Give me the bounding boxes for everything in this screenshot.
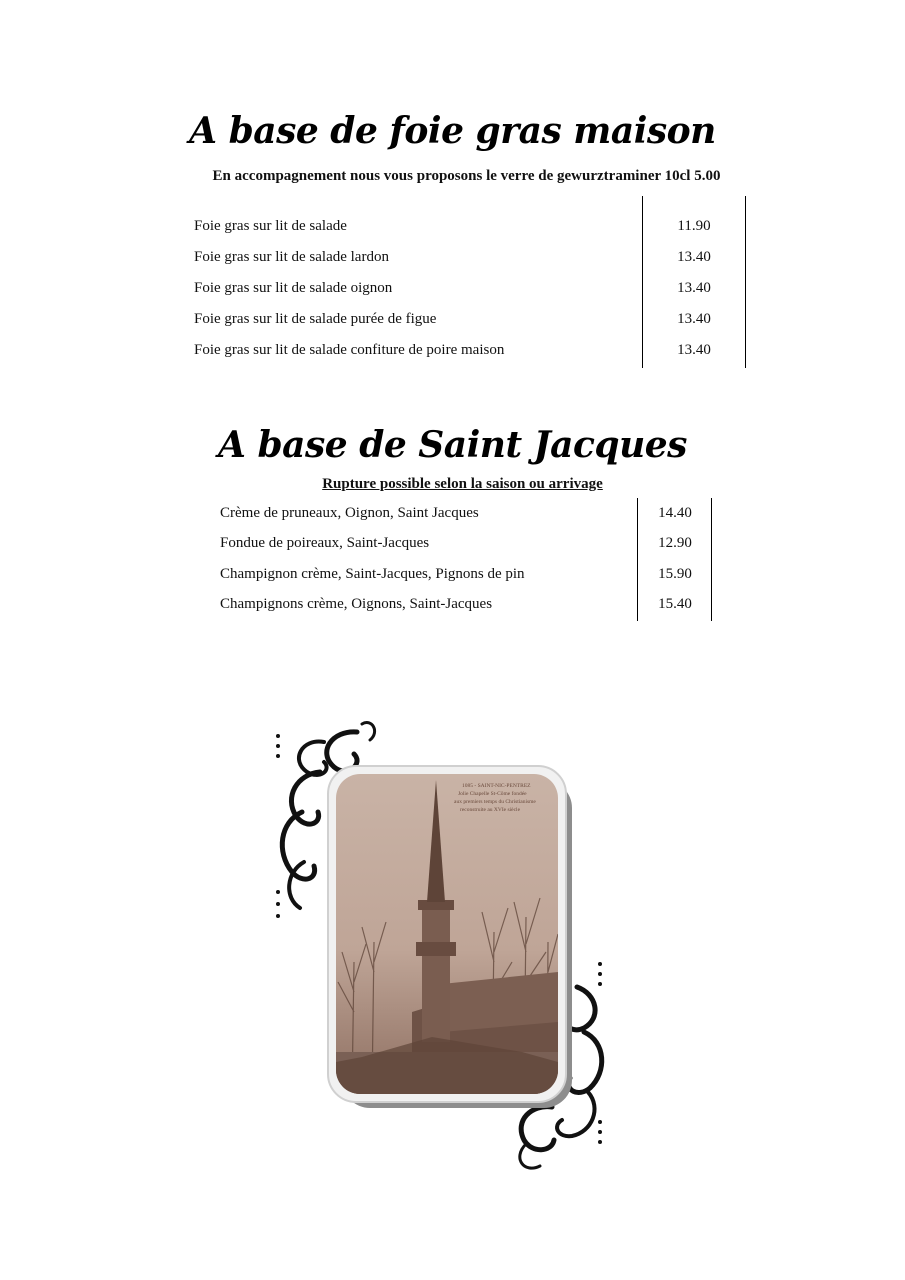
menu-item <box>220 503 713 534</box>
dish-price: 15.40 <box>658 596 692 612</box>
caption-line: aux premiers temps du Christianisme <box>454 799 536 805</box>
dish-name: Foie gras sur lit de salade purée de figue <box>194 311 437 327</box>
dish-price: 13.40 <box>677 249 711 265</box>
saint-jacques-menu-table <box>220 498 713 621</box>
menu-item <box>220 594 713 625</box>
menu-item <box>194 278 746 309</box>
section-title-saint-jacques: A base de Saint Jacques <box>218 424 687 466</box>
chapel-postcard-illustration <box>262 712 622 1172</box>
dish-name: Foie gras sur lit de salade <box>194 218 347 234</box>
dish-name: Fondue de poireaux, Saint-Jacques <box>220 535 430 551</box>
postcard-svg <box>262 712 622 1172</box>
dish-price: 13.40 <box>677 342 711 358</box>
dish-price: 11.90 <box>677 218 711 234</box>
menu-item <box>194 340 746 371</box>
dish-name: Crème de pruneaux, Oignon, Saint Jacques <box>220 505 479 521</box>
menu-item <box>220 564 713 595</box>
caption-line: reconstruite au XVIe siècle <box>460 807 521 813</box>
menu-item <box>220 533 713 564</box>
section-title-foie-gras: A base de foie gras maison <box>189 110 716 152</box>
chapel-photo <box>336 774 558 1094</box>
dish-price: 12.90 <box>658 535 692 551</box>
dish-price: 13.40 <box>677 311 711 327</box>
menu-item <box>194 216 746 247</box>
dish-price: 13.40 <box>677 280 711 296</box>
dish-name: Champignon crème, Saint-Jacques, Pignons de pin <box>220 566 525 582</box>
menu-item <box>194 309 746 340</box>
dish-name: Foie gras sur lit de salade oignon <box>194 280 393 296</box>
caption-line: 1085 - SAINT-NIC-PENTREZ <box>462 783 531 789</box>
dish-name: Champignons crème, Oignons, Saint-Jacques <box>220 596 493 612</box>
dot-trail-icon <box>276 734 280 918</box>
dish-name: Foie gras sur lit de salade lardon <box>194 249 389 265</box>
dish-price: 14.40 <box>658 505 692 521</box>
foie-gras-menu-table <box>194 196 746 368</box>
caption-line: Jolie Chapelle St-Côme fondée <box>458 791 527 797</box>
wine-pairing-note: En accompagnement nous vous proposons le verre de gewurztraminer 10cl 5.00 <box>212 168 721 184</box>
dish-price: 15.90 <box>658 566 692 582</box>
dish-name: Foie gras sur lit de salade confiture de poire maison <box>194 342 505 358</box>
menu-item <box>194 247 746 278</box>
availability-note: Rupture possible selon la saison ou arrivage <box>322 476 603 492</box>
